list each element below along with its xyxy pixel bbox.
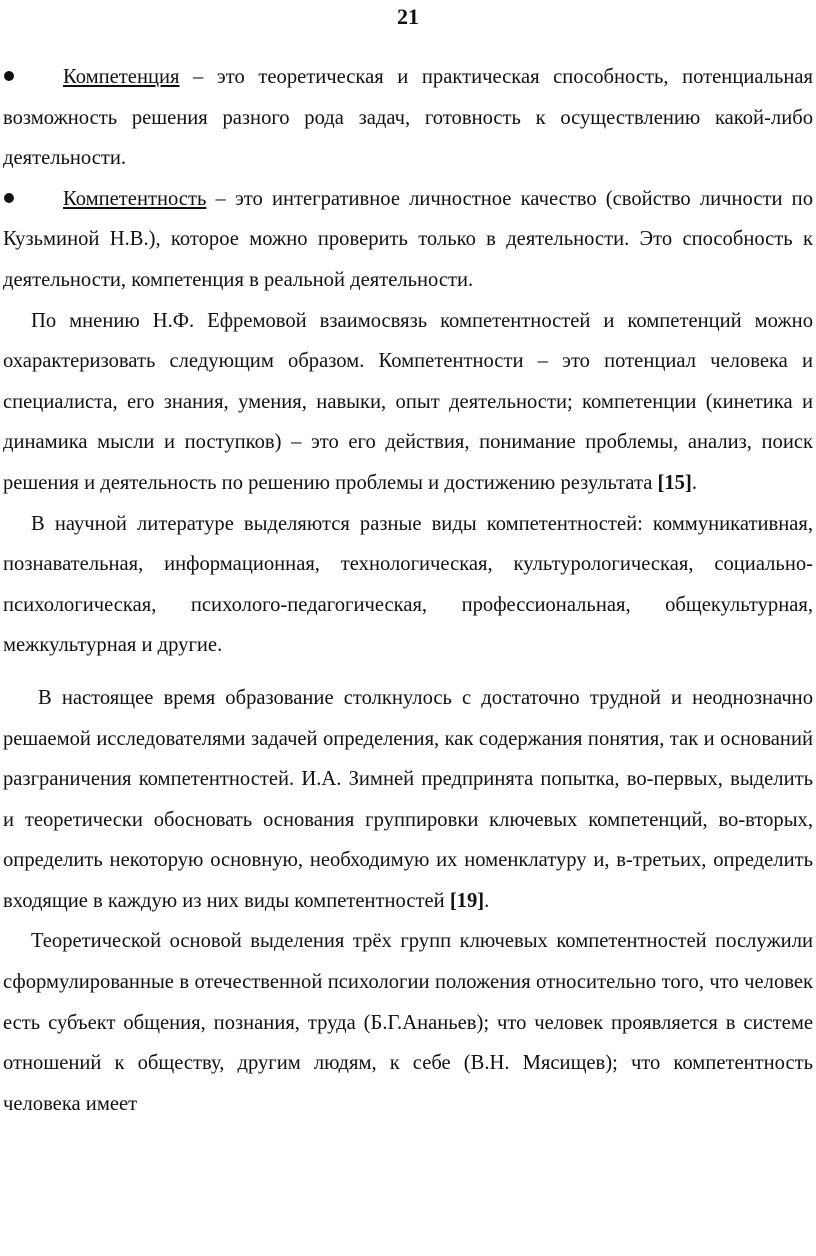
bullet-item-competence bbox=[3, 57, 813, 179]
bullet-icon bbox=[4, 193, 14, 203]
paragraph-zimnyaya bbox=[3, 678, 813, 922]
term-competence: Компетенция bbox=[63, 66, 180, 88]
paragraph-types bbox=[3, 504, 813, 666]
term-competency: Компетентность bbox=[63, 187, 207, 210]
paragraph-efremova bbox=[3, 301, 813, 504]
page-number: 21 bbox=[397, 4, 419, 29]
bullet-item-competency bbox=[3, 179, 813, 301]
citation-19: [19] bbox=[449, 889, 485, 912]
document-body bbox=[3, 57, 813, 1124]
paragraph-end: . bbox=[484, 889, 490, 912]
paragraph-text: В научной литературе выделяются разные виды компетентностей: коммуникативная, познавательная, информационная, технологическая, культурологическая, социально-психологическая, психолого-педагогическая, профессиональная, общекультурная, межкультурная и другие. bbox=[3, 512, 813, 657]
paragraph-text: Теоретической основой выделения трёх групп ключевых компетентностей послужили сформулированные в отечественной психологии положения относительно того, что человек есть субъект общения, познания, труда (Б.Г.Ананьев); что человек проявляется в системе отношений к обществу, другим людям, к себе (В.Н. Мясищев); что компетентность человека имеет bbox=[3, 930, 813, 1115]
paragraph-text: По мнению Н.Ф. Ефремовой взаимосвязь компетентностей и компетенций можно охарактеризовать следующим образом. Компетентности – это потенциал человека и специалиста, его знания, умения, навыки, опыт деятельности; компетенции (кинетика и динамика мысли и поступков) – это его действия, понимание проблемы, анализ, поиск решения и деятельность по решению проблемы и достижению результата bbox=[3, 309, 813, 494]
paragraph-text: В настоящее время образование столкнулось с достаточно трудной и неоднозначно решаемой исследователями задачей определения, как содержания понятия, так и оснований разграничения компетентностей. И.А. Зимней предпринята попытка, во-первых, выделить и теоретически обосновать основания группировки ключевых компетенций, во-вторых, определить некоторую основную, необходимую их номенклатуру и, в-третьих, определить входящие в каждую из них виды компетентностей bbox=[3, 686, 813, 912]
definition-competency: – это интегративное личностное качество (свойство личности по Кузьминой Н.В.), которое можно проверить только в деятельности. Это способность к деятельности, компетенция в реальной деятельности. bbox=[3, 187, 813, 291]
definition-competence: – это теоретическая и практическая способность, потенциальная возможность решения разного рода задач, готовность к осуществлению какой-либо деятельности. bbox=[3, 66, 813, 170]
paragraph-end: . bbox=[691, 471, 697, 494]
bullet-icon bbox=[4, 71, 14, 81]
paragraph-theory bbox=[3, 921, 813, 1124]
citation-15: [15] bbox=[657, 471, 692, 494]
